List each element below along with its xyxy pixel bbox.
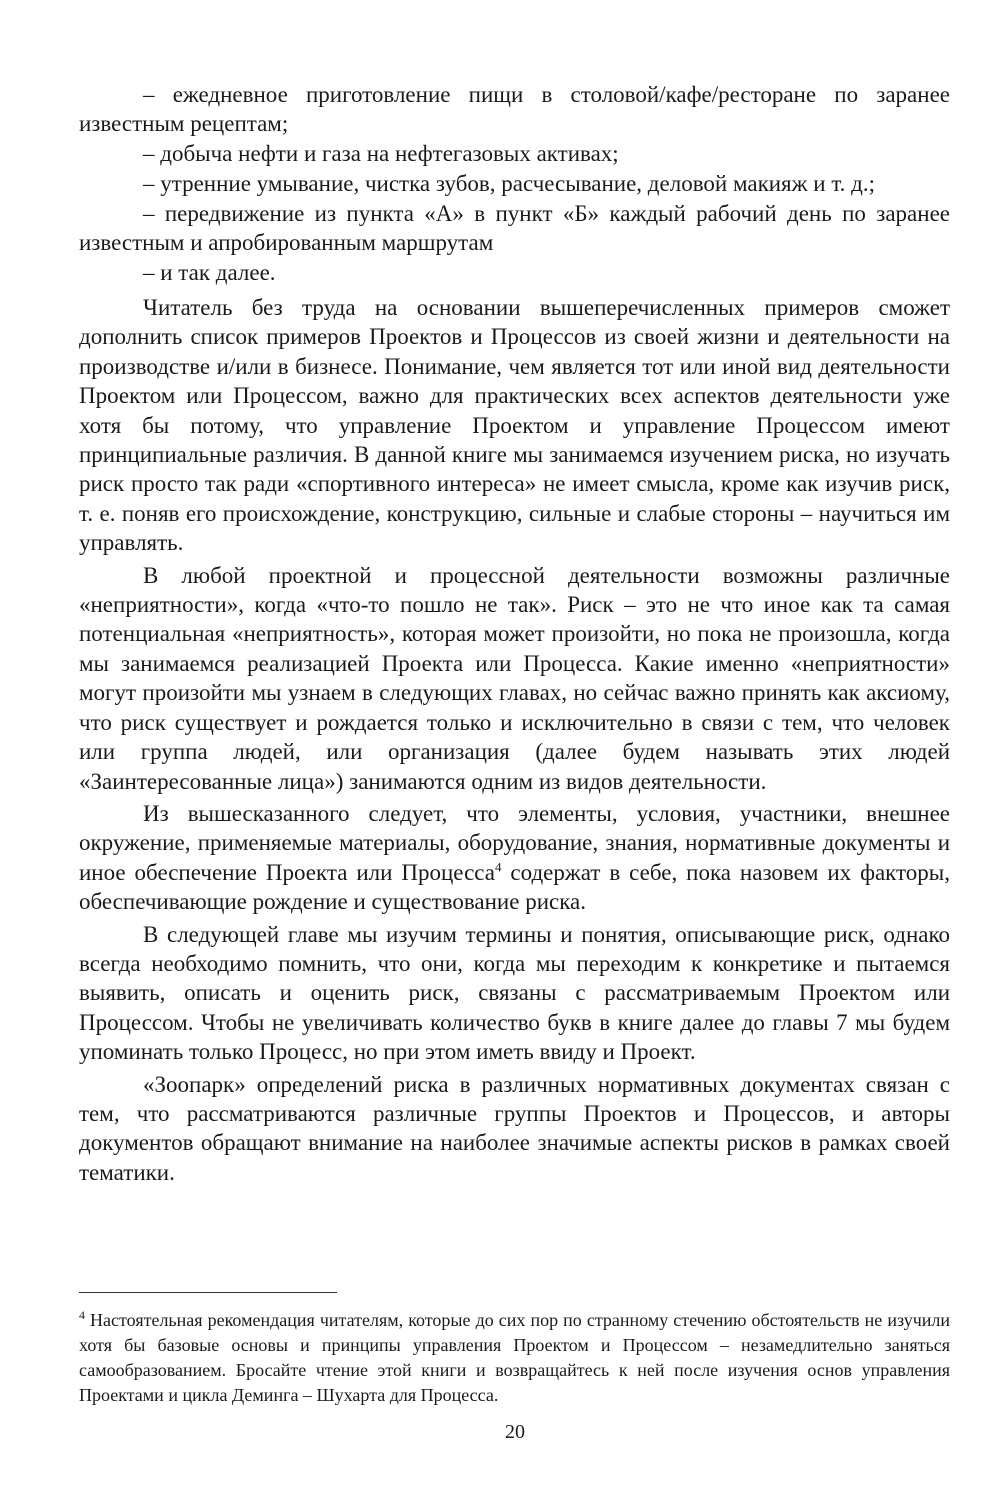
paragraph-3-text-a: Из вышесказанного следует, что элементы, условия, участники, внешнее окружение, применяемые материалы, оборудование, знания, нормативные документы и иное обеспечение Проекта или Процесса	[79, 800, 950, 885]
list-item: – утренние умывание, чистка зубов, расчесывание, деловой макияж и т. д.;	[143, 171, 875, 196]
paragraph-3-text-b: содержат в себе, пока назовем их факторы, обеспечивающие рождение и существование риска.	[79, 859, 951, 915]
list-item: – ежедневное приготовление пищи в столовой/кафе/ресторане по заранее известным рецептам;	[79, 82, 950, 136]
paragraph-2: В любой проектной и процессной деятельности возможны различные «неприятности», когда «что-то пошло не так». Риск – это не что иное как та самая потенциальная «неприятность», которая может произойти, но пока не произошла, когда мы занимаемся реализацией Проекта или Процесса. Какие именно «неприятности» могут произойти мы узнаем в следующих главах, но сейчас важно принять как аксиому, что риск существует и рождается только и исключительно в связи с тем, что человек или группа людей, или организация (далее будем называть этих людей «Заинтересованные лица») занимаются одним из видов деятельности.	[79, 562, 950, 794]
paragraph-3	[79, 799, 950, 917]
paragraph-4: В следующей главе мы изучим термины и понятия, описывающие риск, однако всегда необходимо помнить, что они, когда мы переходим к конкретике и пытаемся выявить, описать и оценить риск, связаны с рассматриваемым Проектом или Процессом. Чтобы не увеличивать количество букв в книге далее до главы 7 мы будем упоминать только Процесс, но при этом иметь ввиду и Проект.	[79, 921, 950, 1065]
list-item: – и так далее.	[143, 260, 276, 285]
paragraph-1: Читатель без труда на основании вышеперечисленных примеров сможет дополнить список примеров Проектов и Процессов из своей жизни и деятельности на производстве и/или в бизнесе. Понимание, чем является тот или иной вид деятельности Проектом или Процессом, важно для практических всех аспектов деятельности уже хотя бы потому, что управление Проектом и управление Процессом имеют принципиальные различия. В данной книге мы занимаемся изучением риска, но изучать риск просто так ради «спортивного интереса» не имеет смысла, кроме как изучив риск, т. е. поняв его происхождение, конструкцию, сильные и слабые стороны – научиться им управлять.	[79, 295, 950, 556]
page-body	[79, 80, 950, 1190]
list-item: – добыча нефти и газа на нефтегазовых активах;	[143, 141, 619, 166]
footnote-reference[interactable]: 4	[495, 859, 502, 875]
footnote-divider	[79, 1292, 337, 1293]
footnote-number: 4	[79, 1308, 85, 1322]
list-item: – передвижение из пункта «А» в пункт «Б» каждый рабочий день по заранее известным и апробированным маршрутам	[79, 201, 950, 255]
bullet-list	[79, 80, 950, 287]
footnote-text: Настоятельная рекомендация читателям, которые до сих пор по странному стечению обстоятельств не изучили хотя бы базовые основы и принципы управления Проектом и Процессом – незамедлительно заняться самообразованием. Бросайте чтение этой книги и возвращайтесь к ней после изучения основ управления Проектами и цикла Деминга – Шухарта для Процесса.	[79, 1310, 950, 1405]
footnote	[79, 1308, 950, 1408]
paragraph-5: «Зоопарк» определений риска в различных нормативных документах связан с тем, что рассматриваются различные группы Проектов и Процессов, и авторы документов обращают внимание на наиболее значимые аспекты рисков в рамках своей тематики.	[79, 1071, 950, 1185]
page-number: 20	[505, 1421, 525, 1443]
